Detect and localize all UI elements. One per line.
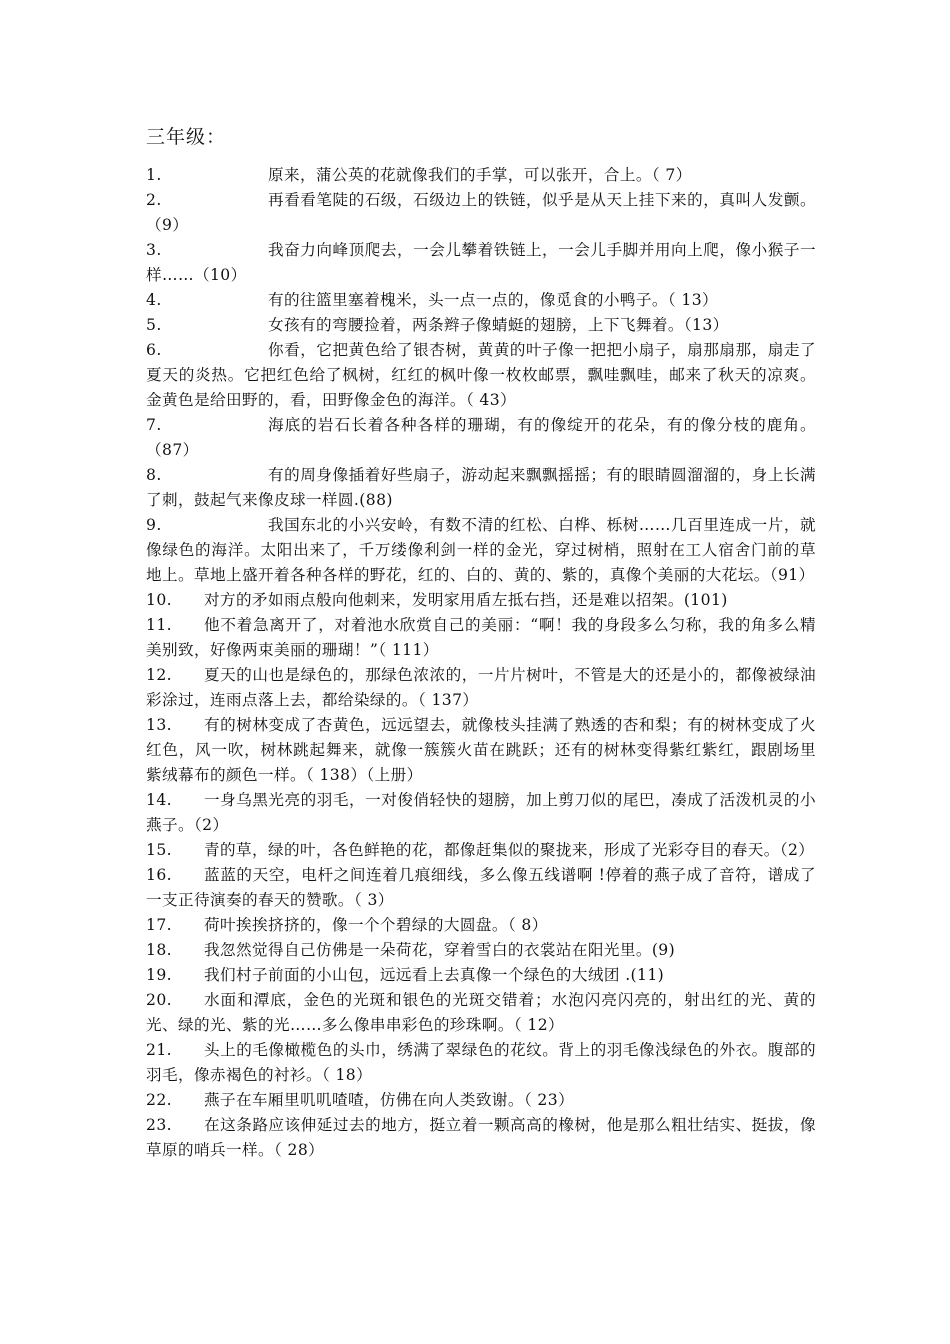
item-text: 一身乌黑光亮的羽毛，一对俊俏轻快的翅膀，加上剪刀似的尾巴，凑成了活泼机灵的小燕子。（2） — [146, 791, 816, 834]
item-text: 蓝蓝的天空，电杆之间连着几痕细线，多么像五线谱啊 !停着的燕子成了音符，谱成了一支正待演奏的春天的赞歌。（ 3） — [146, 866, 816, 909]
item-text: 我忽然觉得自己仿佛是一朵荷花，穿着雪白的衣裳站在阳光里。(9) — [204, 941, 676, 959]
list-item — [146, 663, 816, 713]
item-number: 19. — [146, 966, 172, 984]
list-item — [146, 338, 816, 413]
list-item — [146, 288, 816, 313]
list-item — [146, 788, 816, 838]
sentence-list — [146, 163, 816, 1163]
item-number: 23. — [146, 1116, 172, 1134]
item-number: 8. — [146, 466, 162, 484]
list-item — [146, 838, 816, 863]
item-number: 12. — [146, 666, 172, 684]
item-text: 再看看笔陡的石级，石级边上的铁链，似乎是从天上挂下来的，真叫人发颤。（9） — [146, 191, 816, 234]
list-item — [146, 613, 816, 663]
item-text: 他不着急离开了，对着池水欣赏自己的美丽：“啊！我的身段多么匀称，我的角多么精美别致，好像两束美丽的珊瑚！”（ 111） — [146, 616, 816, 659]
list-item — [146, 1088, 816, 1113]
list-item — [146, 238, 816, 288]
list-item — [146, 513, 816, 588]
item-text: 我们村子前面的小山包，远远看上去真像一个绿色的大绒团 .(11) — [204, 966, 665, 984]
item-number: 20. — [146, 991, 172, 1009]
item-text: 水面和潭底，金色的光斑和银色的光斑交错着；水泡闪亮闪亮的，射出红的光、黄的光、绿的光、紫的光……多么像串串彩色的珍珠啊。（ 12） — [146, 991, 816, 1034]
item-text: 我国东北的小兴安岭，有数不清的红松、白桦、栎树……几百里连成一片，就像绿色的海洋。太阳出来了，千万缕像利剑一样的金光，穿过树梢，照射在工人宿舍门前的草地上。草地上盛开着各种各样的野花，红的、白的、黄的、紫的，真像个美丽的大花坛。（91） — [146, 516, 816, 584]
list-item — [146, 163, 816, 188]
item-text: 有的树林变成了杏黄色，远远望去，就像枝头挂满了熟透的杏和梨；有的树林变成了火红色，风一吹，树林跳起舞来，就像一簇簇火苗在跳跃；还有的树林变得紫红紫红，跟剧场里紫绒幕布的颜色一样。（ 138）（上册） — [146, 716, 816, 784]
item-number: 14. — [146, 791, 172, 809]
item-text: 原来，蒲公英的花就像我们的手掌，可以张开，合上。（ 7） — [268, 166, 692, 184]
item-number: 5. — [146, 316, 162, 334]
list-item — [146, 1113, 816, 1163]
item-text: 有的周身像插着好些扇子，游动起来飘飘摇摇；有的眼睛圆溜溜的，身上长满了刺，鼓起气来像皮球一样圆.(88) — [146, 466, 816, 509]
list-item — [146, 863, 816, 913]
list-item — [146, 313, 816, 338]
list-item — [146, 938, 816, 963]
list-item — [146, 713, 816, 788]
list-item — [146, 963, 816, 988]
item-number: 21. — [146, 1041, 172, 1059]
item-number: 15. — [146, 841, 172, 859]
page-heading: 三年级： — [146, 126, 227, 148]
item-text: 我奋力向峰顶爬去，一会儿攀着铁链上，一会儿手脚并用向上爬，像小猴子一样……（10） — [146, 241, 816, 284]
item-text: 在这条路应该伸延过去的地方，挺立着一颗高高的橡树，他是那么粗壮结实、挺拔，像草原的哨兵一样。（ 28） — [146, 1116, 816, 1159]
list-item — [146, 188, 816, 238]
list-item — [146, 913, 816, 938]
item-number: 4. — [146, 291, 162, 309]
item-number: 11. — [146, 616, 172, 634]
item-text: 头上的毛像橄榄色的头巾，绣满了翠绿色的花纹。背上的羽毛像浅绿色的外衣。腹部的羽毛，像赤褐色的衬衫。（ 18） — [146, 1041, 816, 1084]
item-number: 16. — [146, 866, 172, 884]
item-number: 2. — [146, 191, 162, 209]
item-number: 9. — [146, 516, 162, 534]
item-number: 7. — [146, 416, 162, 434]
item-text: 荷叶挨挨挤挤的，像一个个碧绿的大圆盘。（ 8） — [204, 916, 548, 934]
list-item — [146, 588, 816, 613]
item-text: 你看，它把黄色给了银杏树，黄黄的叶子像一把把小扇子，扇那扇那，扇走了夏天的炎热。它把红色给了枫树，红红的枫叶像一枚枚邮票，飘哇飘哇，邮来了秋天的凉爽。金黄色是给田野的，看，田野像金色的海洋。（ 43） — [146, 341, 816, 409]
item-text: 女孩有的弯腰捡着，两条辫子像蜻蜓的翅膀，上下飞舞着。（13） — [268, 316, 729, 334]
list-item — [146, 413, 816, 463]
item-number: 17. — [146, 916, 172, 934]
item-number: 22. — [146, 1091, 172, 1109]
item-text: 青的草，绿的叶，各色鲜艳的花，都像赶集似的聚拢来，形成了光彩夺目的春天。（2） — [204, 841, 815, 859]
item-number: 1. — [146, 166, 162, 184]
item-number: 6. — [146, 341, 162, 359]
item-number: 13. — [146, 716, 172, 734]
item-number: 3. — [146, 241, 162, 259]
item-number: 10. — [146, 591, 172, 609]
list-item — [146, 988, 816, 1038]
item-text: 海底的岩石长着各种各样的珊瑚，有的像绽开的花朵，有的像分枝的鹿角。（87） — [146, 416, 816, 459]
item-number: 18. — [146, 941, 172, 959]
item-text: 燕子在车厢里叽叽喳喳，仿佛在向人类致谢。（ 23） — [204, 1091, 575, 1109]
list-item — [146, 463, 816, 513]
item-text: 对方的矛如雨点般向他刺来，发明家用盾左抵右挡，还是难以招架。(101) — [204, 591, 728, 609]
item-text: 夏天的山也是绿色的，那绿色浓浓的，一片片树叶，不管是大的还是小的，都像被绿油彩涂过，连雨点落上去，都给染绿的。（ 137） — [146, 666, 816, 709]
item-text: 有的往篮里塞着槐米，头一点一点的，像觅食的小鸭子。（ 13） — [268, 291, 719, 309]
list-item — [146, 1038, 816, 1088]
